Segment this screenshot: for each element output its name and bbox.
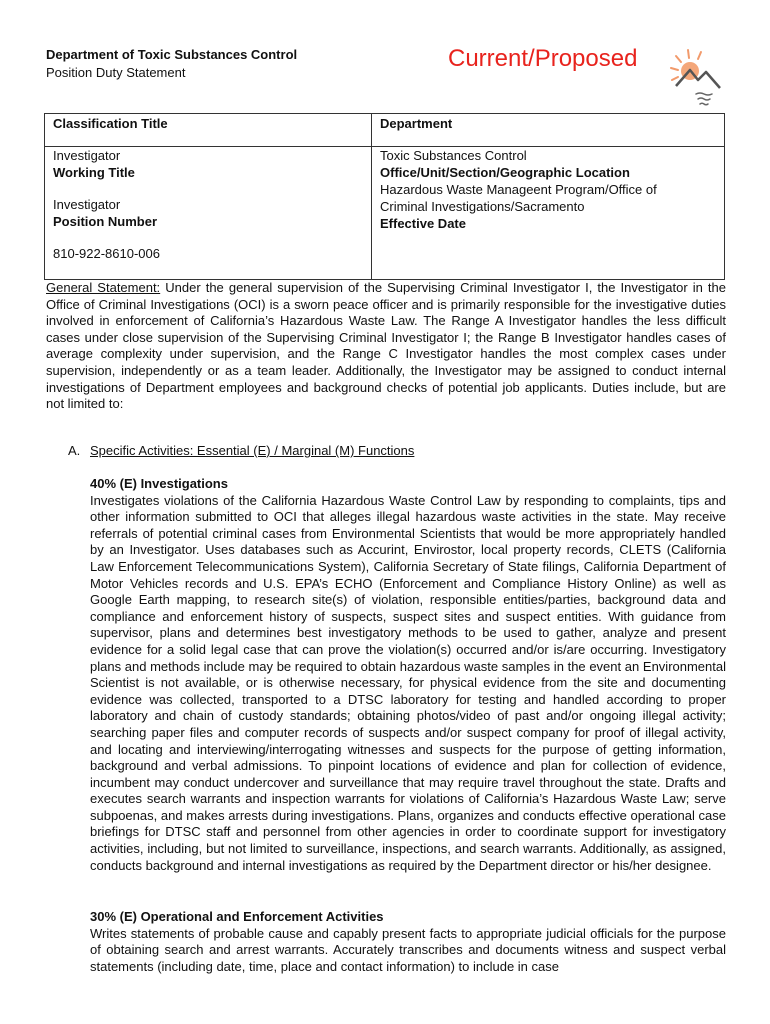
position-info-table [44, 113, 725, 280]
dtsc-logo-icon [668, 44, 722, 110]
working-title-label: Working Title [53, 165, 135, 180]
location-value-line2: Criminal Investigations/Sacramento [380, 199, 585, 214]
duty-operational [90, 909, 726, 975]
status-label: Current/Proposed [448, 45, 638, 72]
duty-heading: 40% (E) Investigations [90, 476, 228, 491]
section-a-letter: A. [68, 443, 81, 458]
classification-cell [45, 114, 372, 147]
general-statement [46, 280, 726, 413]
department-label: Department [380, 116, 453, 131]
position-number-label: Position Number [53, 214, 158, 229]
duty-heading: 30% (E) Operational and Enforcement Activities [90, 909, 384, 924]
classification-title-label: Classification Title [53, 116, 168, 131]
classification-title-value: Investigator [53, 148, 121, 163]
duty-investigations [90, 476, 726, 874]
department-name: Department of Toxic Substances Control [46, 47, 298, 62]
duty-text: Writes statements of probable cause and capably present facts to appropriate judicial officials for the purpose of obtaining search and arrest warrants. Accurately transcribes and documents witness and suspect verbal statements (including date, time, place and contact information) to include in case [90, 925, 726, 974]
title-details-cell [45, 147, 372, 280]
general-statement-label: General Statement: [46, 280, 161, 295]
location-details-cell [372, 147, 725, 280]
effective-date-label: Effective Date [380, 216, 466, 231]
general-statement-text: Under the general supervision of the Supervising Criminal Investigator I, the Investigator in the Office of Criminal Investigations (OCI) is a sworn peace officer and is primarily responsible for the investigative duties involved in enforcement of California’s Hazardous Waste Law. The Range A Investigator handles the less difficult cases under close supervision of the Supervising Criminal Investigator I; the Range B Investigator handles cases of average complexity under supervision, and the Range C Investigator handles the most complex cases under supervision, independently or as a team leader. Additionally, the Investigator may be assigned to conduct internal investigations of Department employees and background checks of potential job applicants. Duties include, but are not limited to: [46, 280, 726, 412]
department-cell [372, 114, 725, 147]
section-a-heading [68, 443, 414, 458]
location-label: Office/Unit/Section/Geographic Location [380, 165, 630, 180]
section-a-title: Specific Activities: Essential (E) / Marginal (M) Functions [90, 443, 415, 458]
working-title-value: Investigator [53, 197, 121, 212]
document-type: Position Duty Statement [46, 65, 186, 80]
department-value: Toxic Substances Control [380, 148, 527, 163]
duty-text: Investigates violations of the California Hazardous Waste Control Law by responding to complaints, tips and other information submitted to OCI that alleges illegal hazardous waste activities in the state. May receive referrals of potential criminal cases from Environmental Scientists that would be more appropriately handled by an Investigator. Uses databases such as Accurint, Envirostor, local property records, CLETS (California Law Enforcement Telecommunications System), California Secretary of State filings, California Department of Motor Vehicles records and U.S. EPA’s ECHO (Enforcement and Compliance History Online) as well as Google Earth mapping, to research site(s) of violation, responsible entities/parties, background data and compliance and enforcement history of suspects, suspect sites and suspect entities. With guidance from supervisor, plans and determines best investigatory methods to be used to gather, analyze and present evidence for a solid legal case that can prove the violation(s) occurred and/or is/are occurring. Investigatory plans and methods include may be required to obtain hazardous waste samples in the event an Environmental Scientist is not available, or is otherwise necessary, for physical evidence from the site and documenting evidence was collected, transported to a DTSC laboratory for testing and handled according to proper laboratory and chain of custody standards; obtaining photos/video of past and/or ongoing illegal activity; searching paper files and computer records of suspects and/or suspect company for proof of illegal activity, and locating and interviewing/interrogating witnesses and suspects for the purpose of getting information, background and verbal admissions. To pinpoint locations of evidence and plan for collection of evidence, incumbent may conduct undercover and surveillance that may require travel throughout the state. Drafts and executes search warrants and inspection warrants for violations of California’s Hazardous Waste Law; serve subpoenas, and makes arrests during investigations. Plans, organizes and conducts effective operational case briefings for DTSC staff and personnel from other agencies in order to coordinate support for investigatory activities, including, but not limited to surveillance, inspections, and search warrants. Additionally, as assigned, conducts background and internal investigations as required by the Department director or his/her designee. [90, 492, 726, 873]
location-value-line1: Hazardous Waste Manageent Program/Office of [380, 182, 657, 197]
position-number-value: 810-922-8610-006 [53, 246, 160, 261]
